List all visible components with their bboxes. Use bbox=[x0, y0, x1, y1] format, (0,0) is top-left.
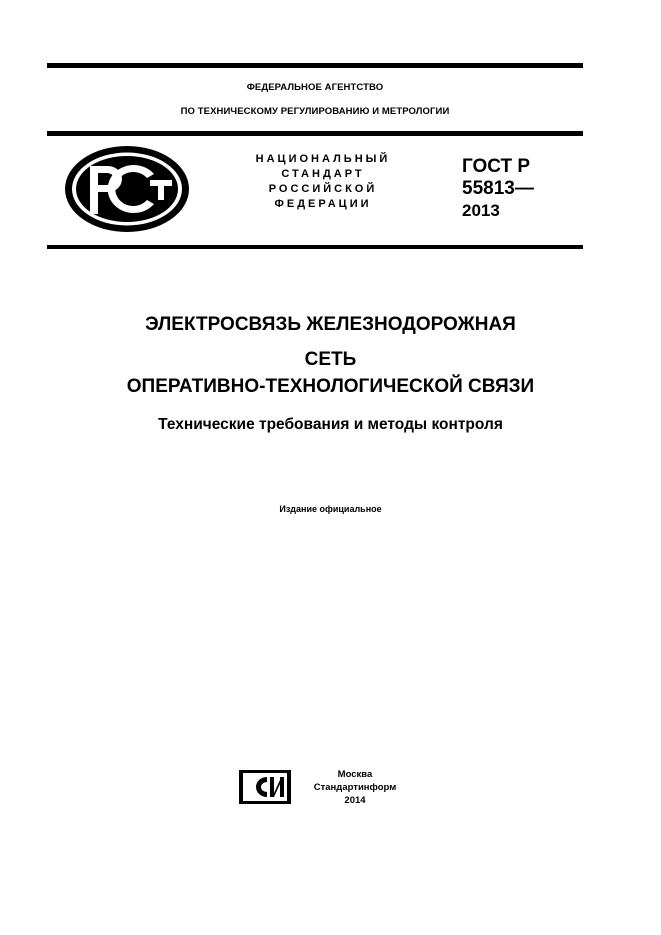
national-line-4: ФЕДЕРАЦИИ bbox=[274, 198, 372, 210]
standartinform-logo-icon bbox=[237, 768, 295, 806]
gost-prefix: ГОСТ Р bbox=[462, 156, 531, 177]
edition-note: Издание официальное bbox=[279, 504, 382, 514]
imprint-year: 2014 bbox=[344, 795, 366, 806]
national-line-2: СТАНДАРТ bbox=[281, 168, 365, 180]
gost-number: 55813— bbox=[462, 178, 534, 199]
imprint-block bbox=[300, 768, 410, 807]
document-title-line-2: СЕТЬ bbox=[304, 349, 357, 370]
imprint-publisher: Стандартинформ bbox=[313, 782, 397, 793]
agency-name-line-1: ФЕДЕРАЛЬНОЕ АГЕНТСТВО bbox=[246, 82, 384, 93]
document-title-line-3: ОПЕРАТИВНО-ТЕХНОЛОГИЧЕСКОЙ СВЯЗИ bbox=[126, 376, 535, 397]
document-title-line-1: ЭЛЕКТРОСВЯЗЬ ЖЕЛЕЗНОДОРОЖНАЯ bbox=[145, 314, 516, 335]
national-line-3: РОССИЙСКОЙ bbox=[268, 183, 378, 195]
rst-emblem-icon bbox=[62, 144, 192, 234]
middle-rule bbox=[47, 131, 583, 136]
document-subtitle: Технические требования и методы контроля bbox=[158, 416, 503, 433]
national-line-1: НАЦИОНАЛЬНЫЙ bbox=[255, 153, 391, 165]
gost-designation bbox=[462, 156, 534, 222]
agency-name-line-2: ПО ТЕХНИЧЕСКОМУ РЕГУЛИРОВАНИЮ И МЕТРОЛОГИИ bbox=[180, 106, 450, 117]
national-standard-label bbox=[238, 152, 408, 212]
gost-year: 2013 bbox=[462, 201, 500, 220]
top-rule bbox=[47, 63, 583, 68]
bottom-rule bbox=[47, 245, 583, 249]
imprint-city: Москва bbox=[337, 769, 373, 780]
